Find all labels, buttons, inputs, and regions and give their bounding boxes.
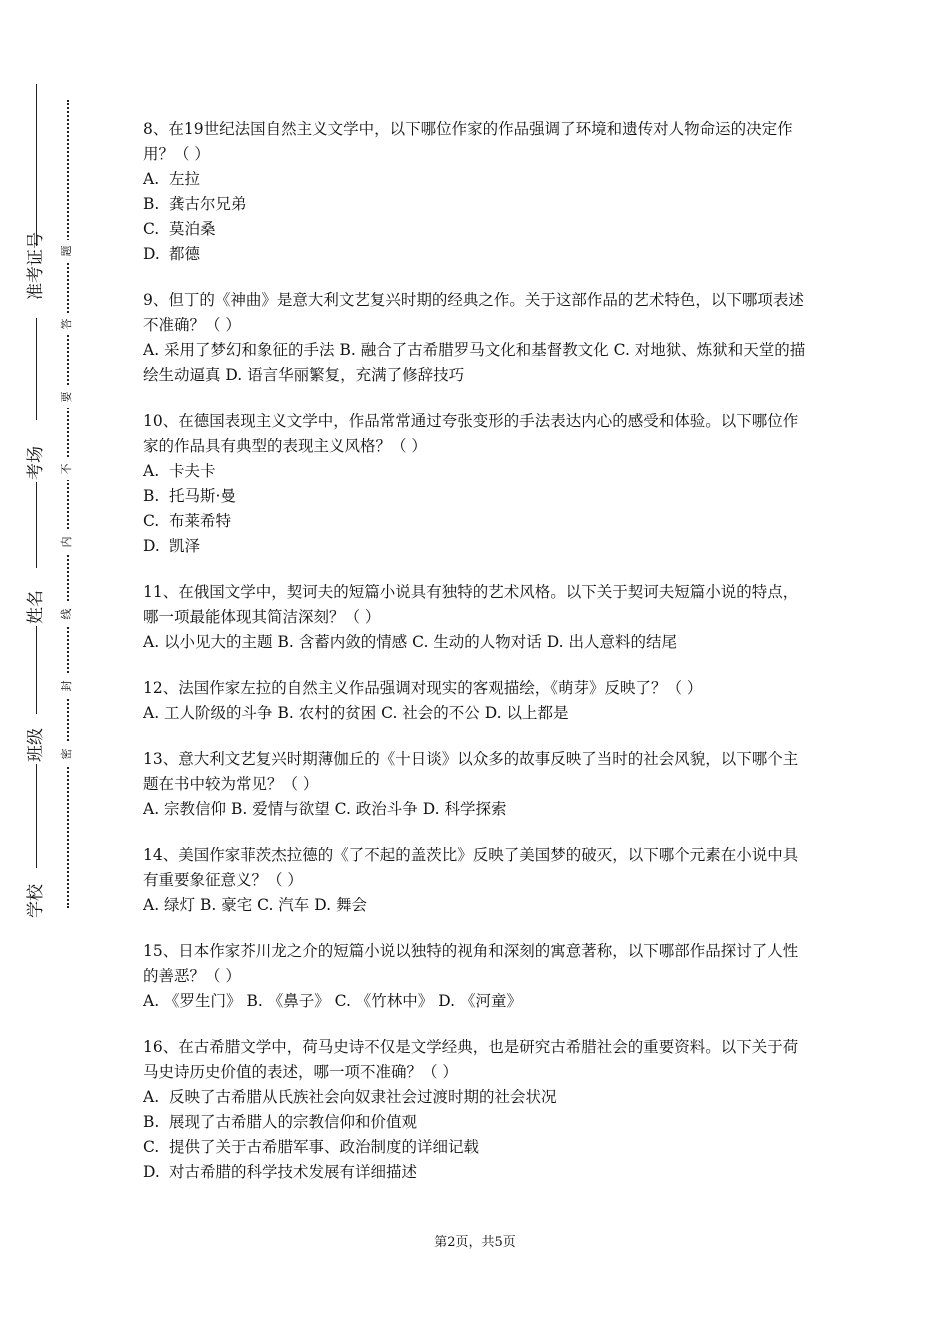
question: [143, 288, 811, 388]
option: [143, 1110, 811, 1135]
exam-room-line: [36, 318, 37, 420]
question: [143, 580, 811, 655]
seal-char: 题: [56, 240, 78, 262]
option-text: 卡夫卡: [169, 462, 216, 480]
option-label: B.: [143, 195, 160, 213]
option-label: A.: [143, 170, 160, 188]
seal-char: 密: [56, 743, 78, 765]
seal-char: 线: [56, 603, 78, 625]
option: [143, 534, 811, 559]
seal-char: 不: [56, 458, 78, 480]
question-stem: 14、美国作家菲茨杰拉德的《了不起的盖茨比》反映了美国梦的破灭，以下哪个元素在小说中具有重要象征意义？（ ）: [143, 846, 799, 889]
question: [143, 117, 811, 267]
option-text: 龚古尔兄弟: [169, 195, 247, 213]
option-text: 反映了古希腊从氏族社会向奴隶社会过渡时期的社会状况: [169, 1088, 557, 1106]
option-label: A.: [143, 1088, 160, 1106]
option-label: B.: [143, 1113, 160, 1131]
seal-dotted-line: [67, 100, 69, 908]
name-label: 姓名: [26, 590, 46, 624]
option-text: 都德: [169, 245, 201, 263]
option-label: D.: [143, 245, 160, 263]
option-label: C.: [143, 220, 160, 238]
seal-char: 封: [56, 675, 78, 697]
seal-char: 要: [56, 386, 78, 408]
option: [143, 1160, 811, 1185]
seal-char: 答: [56, 313, 78, 335]
binding-margin: [0, 0, 110, 1344]
question-stem: 15、日本作家芥川龙之介的短篇小说以独特的视角和深刻的寓意著称，以下哪部作品探讨了人性的善恶？（ ）: [143, 942, 799, 985]
option: [143, 242, 811, 267]
question: [143, 676, 811, 726]
option: [143, 1135, 811, 1160]
question-stem: 8、在19世纪法国自然主义文学中，以下哪位作家的作品强调了环境和遗传对人物命运的决定作用？（ ）: [143, 120, 793, 163]
option-label: D.: [143, 1163, 160, 1181]
option-label: C.: [143, 1138, 160, 1156]
option: [143, 1085, 811, 1110]
question: [143, 747, 811, 822]
option-text: 布莱希特: [169, 512, 232, 530]
class-label: 班级: [26, 728, 46, 762]
question: [143, 843, 811, 918]
question-stem: 10、在德国表现主义文学中，作品常常通过夸张变形的手法表达内心的感受和体验。以下哪位作家的作品具有典型的表现主义风格？（ ）: [143, 412, 799, 455]
admission-number-label: 准考证号: [26, 232, 46, 300]
question: [143, 1035, 811, 1185]
option: [143, 217, 811, 242]
option-text: 展现了古希腊人的宗教信仰和价值观: [169, 1113, 418, 1131]
inline-options: A. 宗教信仰 B. 爱情与欲望 C. 政治斗争 D. 科学探索: [143, 800, 507, 818]
option-label: C.: [143, 512, 160, 530]
option: [143, 509, 811, 534]
question: [143, 409, 811, 559]
question-list: [143, 117, 811, 1206]
option-text: 左拉: [169, 170, 201, 188]
option-text: 对古希腊的科学技术发展有详细描述: [169, 1163, 418, 1181]
option-text: 提供了关于古希腊军事、政治制度的详细记载: [169, 1138, 480, 1156]
school-line: [36, 764, 37, 868]
inline-options: A. 工人阶级的斗争 B. 农村的贫困 C. 社会的不公 D. 以上都是: [143, 704, 569, 722]
option: [143, 167, 811, 192]
exam-room-label: 考场: [26, 446, 46, 480]
inline-options: A. 绿灯 B. 豪宅 C. 汽车 D. 舞会: [143, 896, 367, 914]
inline-options: A. 《罗生门》 B. 《鼻子》 C. 《竹林中》 D. 《河童》: [143, 992, 522, 1010]
option-label: B.: [143, 487, 160, 505]
option-label: D.: [143, 537, 160, 555]
seal-char: 内: [56, 531, 78, 553]
page-footer: 第2页，共5页: [434, 1235, 516, 1250]
class-line: [36, 626, 37, 714]
question-stem: 11、在俄国文学中，契诃夫的短篇小说具有独特的艺术风格。以下关于契诃夫短篇小说的特点，哪一项最能体现其简洁深刻？（ ）: [143, 583, 799, 626]
admission-number-line: [36, 84, 37, 246]
option: [143, 484, 811, 509]
question: [143, 939, 811, 1014]
inline-options: A. 采用了梦幻和象征的手法 B. 融合了古希腊罗马文化和基督教文化 C. 对地狱、炼狱和天堂的描绘生动逼真 D. 语言华丽繁复，充满了修辞技巧: [143, 341, 806, 384]
question-stem: 9、但丁的《神曲》是意大利文艺复兴时期的经典之作。关于这部作品的艺术特色，以下哪项表述不准确？（ ）: [143, 291, 804, 334]
option-label: A.: [143, 462, 160, 480]
question-stem: 12、法国作家左拉的自然主义作品强调对现实的客观描绘，《萌芽》反映了？（ ）: [143, 679, 703, 697]
school-label: 学校: [26, 884, 46, 918]
option-text: 莫泊桑: [169, 220, 216, 238]
option-text: 凯泽: [169, 537, 201, 555]
option: [143, 192, 811, 217]
option: [143, 459, 811, 484]
question-stem: 13、意大利文艺复兴时期薄伽丘的《十日谈》以众多的故事反映了当时的社会风貌，以下哪个主题在书中较为常见？（ ）: [143, 750, 799, 793]
option-text: 托马斯·曼: [169, 487, 236, 505]
question-stem: 16、在古希腊文学中，荷马史诗不仅是文学经典，也是研究古希腊社会的重要资料。以下关于荷马史诗历史价值的表述，哪一项不准确？（ ）: [143, 1038, 799, 1081]
inline-options: A. 以小见大的主题 B. 含蓄内敛的情感 C. 生动的人物对话 D. 出人意料的结尾: [143, 633, 677, 651]
name-line: [36, 482, 37, 568]
